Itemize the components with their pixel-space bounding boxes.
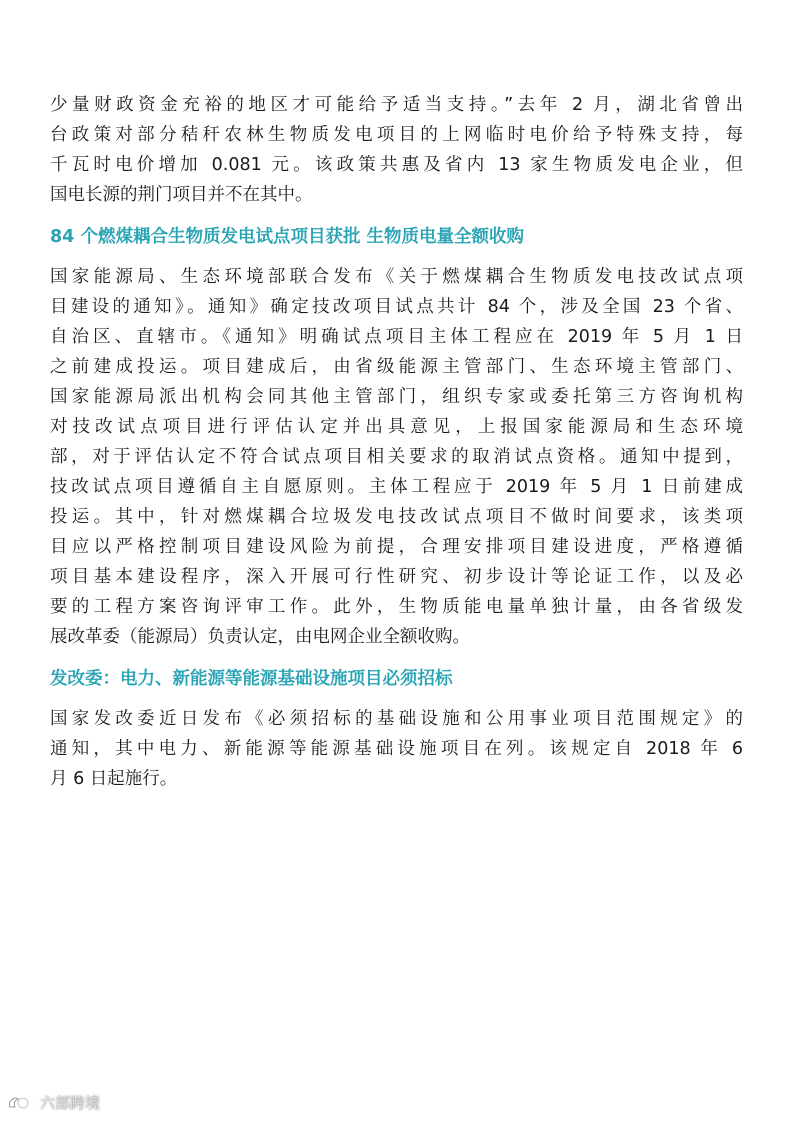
- paragraph-line: 国家能源局派出机构会同其他主管部门，组织专家或委托第三方咨询机构: [50, 387, 743, 407]
- paragraph-line: 投运。其中，针对燃煤耦合垃圾发电技改试点项目不做时间要求，该类项: [50, 507, 743, 527]
- watermark-logo-icon: [6, 1093, 36, 1113]
- paragraph-line: 要的工程方案咨询评审工作。此外，生物质能电量单独计量，由各省级发: [50, 597, 743, 617]
- paragraph-3: [50, 704, 743, 794]
- section-heading-ndrc: 发改委：电力、新能源等能源基础设施项目必须招标: [50, 669, 453, 689]
- paragraph-2: [50, 262, 743, 652]
- document-page: [50, 90, 743, 794]
- paragraph-line: 国家能源局、生态环境部联合发布《关于燃煤耦合生物质发电技改试点项: [50, 267, 743, 287]
- paragraph-line: 自治区、直辖市。《通知》明确试点项目主体工程应在 2019 年 5 月 1 日: [50, 327, 743, 347]
- paragraph-line: 对技改试点项目进行评估认定并出具意见，上报国家能源局和生态环境: [50, 417, 743, 437]
- paragraph-line: 少量财政资金充裕的地区才可能给予适当支持。”去年 2 月，湖北省曾出: [50, 95, 743, 115]
- section-heading-biomass: 84 个燃煤耦合生物质发电试点项目获批 生物质电量全额收购: [50, 227, 525, 247]
- paragraph-line: 展改革委（能源局）负责认定，由电网企业全额收购。: [50, 627, 470, 647]
- paragraph-line: 技改试点项目遵循自主自愿原则。主体工程应于 2019 年 5 月 1 日前建成: [50, 477, 743, 497]
- paragraph-line: 之前建成投运。项目建成后，由省级能源主管部门、生态环境主管部门、: [50, 357, 743, 377]
- watermark-text: 六部跨境: [40, 1094, 101, 1112]
- paragraph-line: 台政策对部分秸秆农林生物质发电项目的上网临时电价给予特殊支持，每: [50, 125, 743, 145]
- paragraph-line: 国家发改委近日发布《必须招标的基础设施和公用事业项目范围规定》的: [50, 709, 743, 729]
- paragraph-line: 项目基本建设程序，深入开展可行性研究、初步设计等论证工作，以及必: [50, 567, 743, 587]
- paragraph-line: 国电长源的荆门项目并不在其中。: [50, 185, 313, 205]
- paragraph-line: 目建设的通知》。通知》确定技改项目试点共计 84 个，涉及全国 23 个省、: [50, 297, 743, 317]
- paragraph-line: 月 6 日起施行。: [50, 769, 178, 789]
- paragraph-line: 通知，其中电力、新能源等能源基础设施项目在列。该规定自 2018 年 6: [50, 739, 743, 759]
- paragraph-line: 千瓦时电价增加 0.081 元。该政策共惠及省内 13 家生物质发电企业，但: [50, 155, 743, 175]
- paragraph-line: 目应以严格控制项目建设风险为前提，合理安排项目建设进度，严格遵循: [50, 537, 743, 557]
- watermark: [6, 1092, 100, 1113]
- paragraph-line: 部，对于评估认定不符合试点项目相关要求的取消试点资格。通知中提到，: [50, 447, 743, 467]
- paragraph-1: [50, 90, 743, 210]
